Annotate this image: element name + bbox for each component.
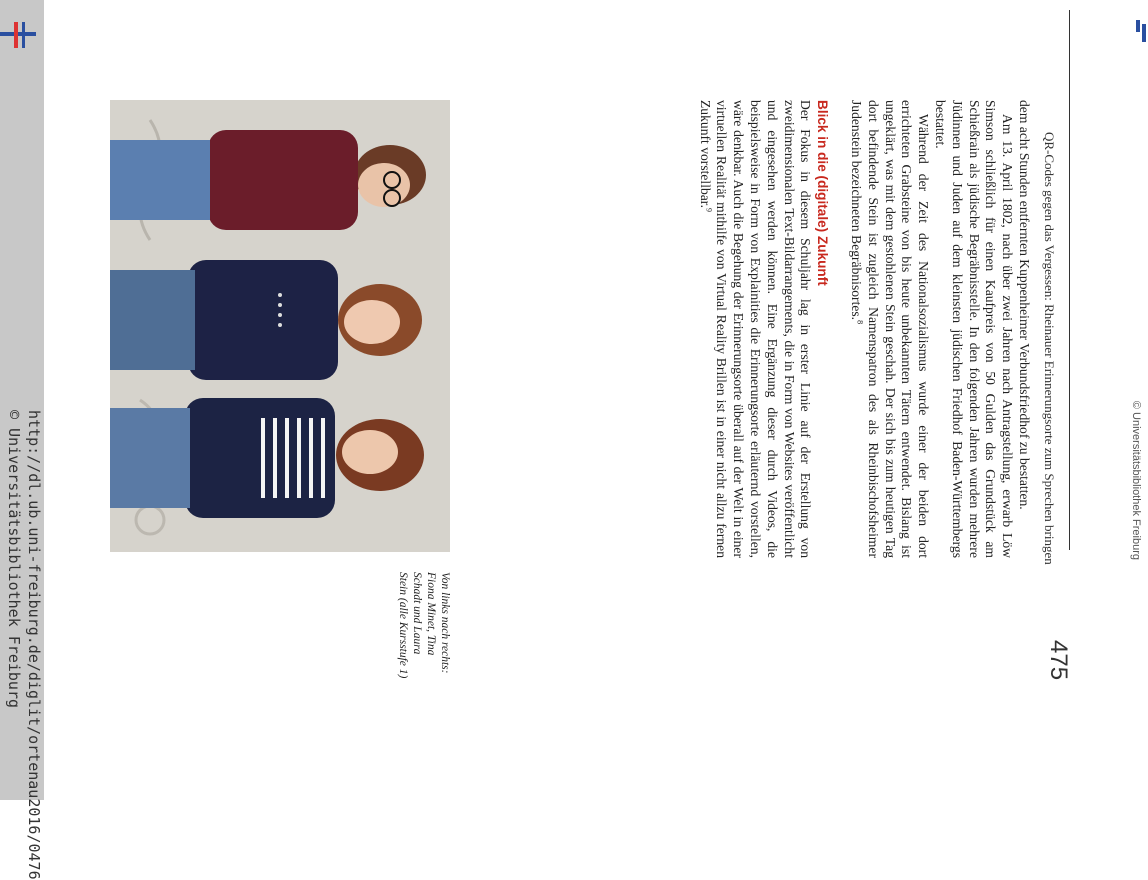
copyright-line: © Universitätsbibliothek Freiburg [5,410,23,709]
section-heading: Blick in die (digitale) Zukunft [815,100,831,286]
paragraph-4 [696,100,814,558]
paragraph-3-text: Während der Zeit des Nationalsozialismus wurde einer der beiden dort errichteten Grabsteine von bis heute unbekannten Tätern entwendet. Bislang ist ungeklärt, was mit dem gestohlenen Stein geschah. Der sich bis zum heutigen Tag dort befindende Stein ist zugleich Namenspatron des als Rheinbischofsheimer Judenstein bezeichneten Begräbnisortes. [849,100,932,558]
group-photo [110,100,450,552]
footnote-8: 8 [855,320,865,325]
body-column [696,100,1032,558]
header-rule [1069,10,1070,550]
caption-line: Von links nach rechts: [439,572,451,674]
source-url-block [4,410,44,880]
paragraph-3 [847,100,931,558]
library-logo-icon-right [1134,20,1148,44]
paragraph-1: dem acht Stunden entfernten Kuppenheimer Verbundsfriedhof zu bestatten. [1017,100,1032,510]
source-url[interactable]: http://dl.ub.uni-freiburg.de/diglit/ortenau2016/0476 [25,410,43,880]
photo-illustration [110,100,450,552]
paragraph-4-text: Der Fokus in diesem Schuljahr lag in erster Linie auf der Erstellung von zweidimensionalen Text-Bildarrangements, die in Form von Websites veröffentlicht und eingesehen werden können. Eine Ergänzung dieser durch Videos, die beispielsweise in Form von Explainities die Erinnerungsorte erläuternd vorstellen, wäre denkbar. Auch die Begehung der Erinnerungsorte überall auf der Welt in einer virtuellen Realität mithilfe von Virtual Reality Brillen ist in einer nicht allzu fernen Zukunft vorstellbar. [697,100,814,558]
photo-caption [396,572,452,732]
running-title: QR-Codes gegen das Vergessen: Rheinauer Erinnerungsorte zum Sprechen bringen [1042,132,1057,565]
page-number: 475 [1045,640,1072,681]
library-logo-icon [0,20,36,50]
rotated-page [50,0,1110,760]
caption-line: Schadt und Laura [411,572,423,655]
caption-line: Fiona Minet, Tina [425,572,437,656]
caption-line: Stein (alle Kursstufe 1) [397,572,409,679]
paragraph-2: Am 13. April 1802, nach über zwei Jahren nach Antragstellung, erwarb Löw Simson schließlich für einen Kaufpreis von 50 Gulden das Grundstück am Schießrain als jüdische Begräbnisstelle. In den folgenden Jahren wurden mehrere Jüdinnen und Juden auf dem kleinsten jüdischen Friedhof Baden-Württembergs bestattet. [933,100,1016,558]
footnote-9: 9 [704,207,714,212]
right-edge-copyright: © Universitätsbibliothek Freiburg [1130,400,1142,560]
page-header [1034,22,1074,742]
